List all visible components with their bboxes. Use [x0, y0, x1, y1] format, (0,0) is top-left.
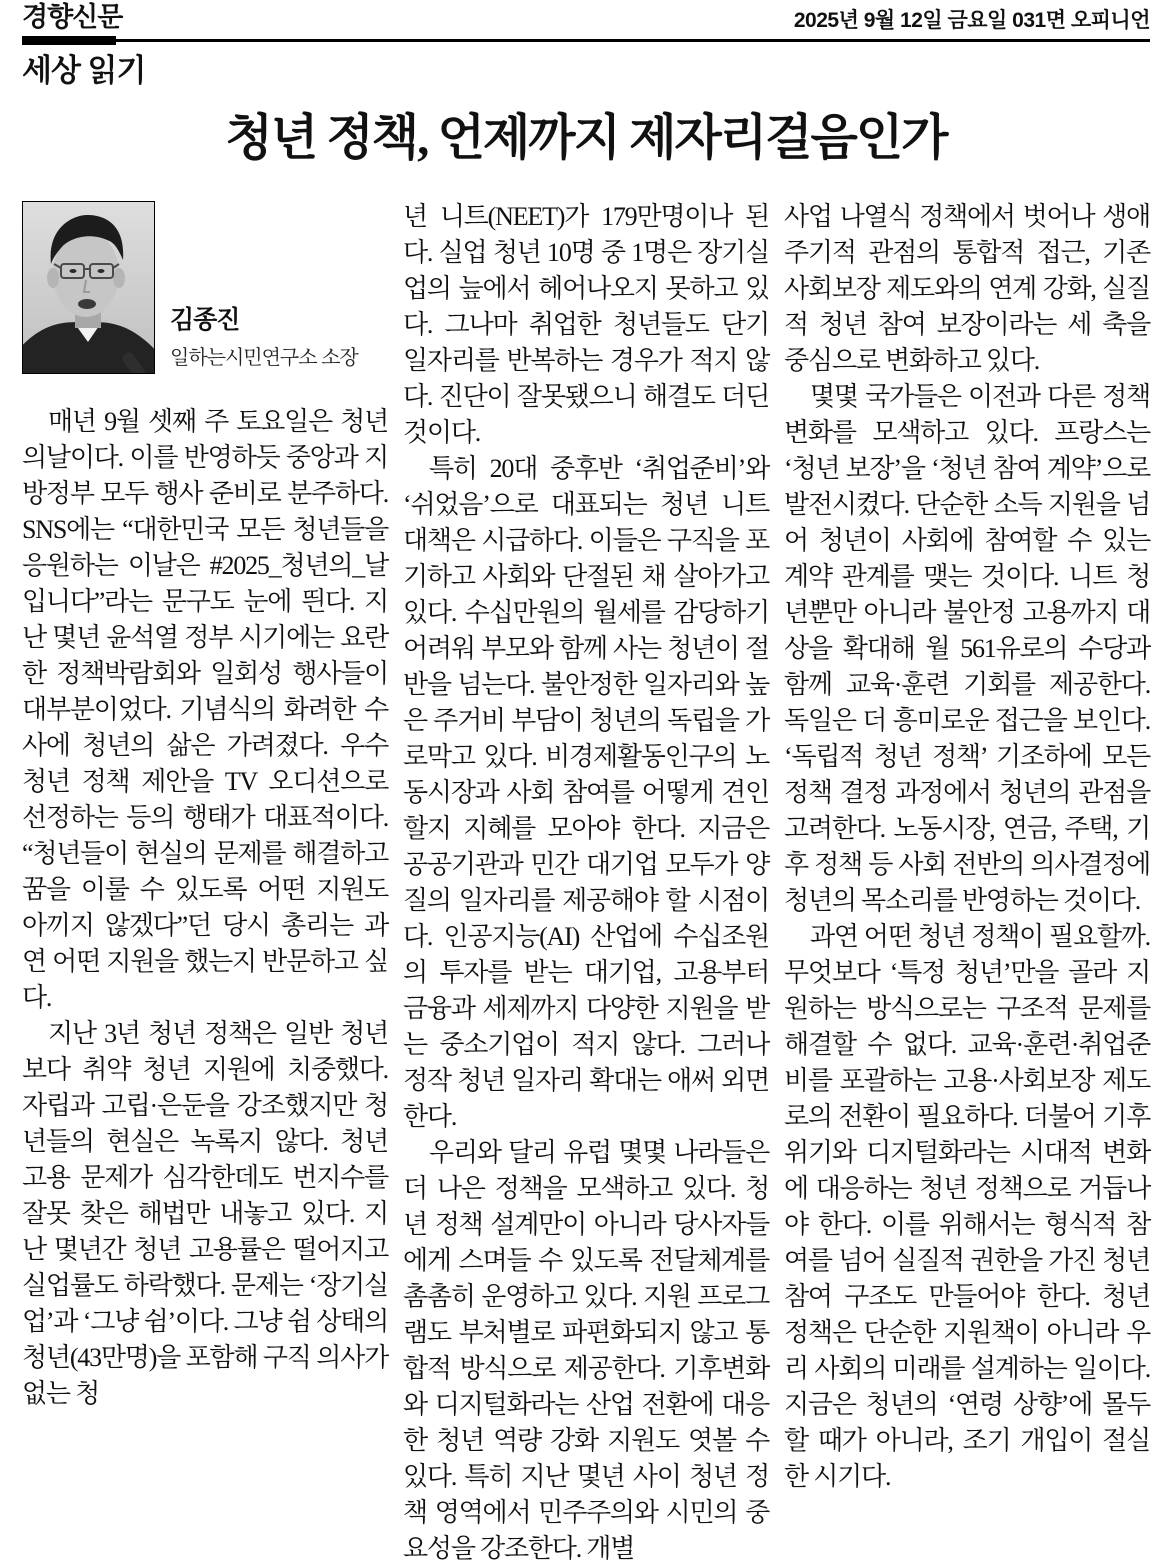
body-text-middle — [403, 199, 769, 1567]
section-label: 세상 읽기 — [22, 53, 146, 88]
paragraph: 특히 20대 중후반 ‘취업준비’와 ‘쉬었음’으로 대표되는 청년 니트 대책은 시급하다. 이들은 구직을 포기하고 사회와 단절된 채 살아가고 있다. 수십만원의 월세를 감당하기 어려워 부모와 함께 사는 청년이 절반을 넘는다. 불안정한 일자리와 높은 주거비 부담이 청년의 독립을 가로막고 있다. 비경제활동인구의 노동시장과 사회 참여를 어떻게 견인할지 지혜를 모아야 한다. 지금은 공공기관과 민간 대기업 모두가 양질의 일자리를 제공해야 할 시점이다. 인공지능(AI) 산업에 수십조원의 투자를 받는 대기업, 고용부터 금융과 세제까지 다양한 지원을 받는 중소기업이 적지 않다. 그러나 정작 청년 일자리 확대는 애써 외면한다. — [403, 454, 769, 1132]
author-photo — [22, 201, 155, 374]
paragraph: 몇몇 국가들은 이전과 다른 정책 변화를 모색하고 있다. 프랑스는 ‘청년 보장’을 ‘청년 참여 계약’으로 발전시켰다. 단순한 소득 지원을 넘어 청년이 사회에 참여할 수 있는 계약 관계를 맺는 것이다. 니트 청년뿐만 아니라 불안정 고용까지 대상을 확대해 월 561유로의 수당과 함께 교육·훈련 기회를 제공한다. 독일은 더 흥미로운 접근을 보인다. ‘독립적 청년 정책’ 기조하에 모든 정책 결정 과정에서 청년의 관점을 고려한다. 노동시장, 연금, 주택, 기후 정책 등 사회 전반의 의사결정에 청년의 목소리를 반영하는 것이다. — [784, 382, 1150, 916]
body-text-right — [784, 199, 1150, 1495]
author-affiliation: 일하는시민연구소 소장 — [170, 347, 358, 370]
paragraph: 년 니트(NEET)가 179만명이나 된다. 실업 청년 10명 중 1명은 장기실업의 늪에서 헤어나오지 못하고 있다. 그나마 취업한 청년들도 단기 일자리를 반복하는 경우가 적지 않다. 진단이 잘못됐으니 해결도 더딘 것이다. — [403, 202, 769, 448]
author-portrait-illustration — [23, 202, 154, 373]
column-right — [784, 199, 1150, 1567]
paragraph: 우리와 달리 유럽 몇몇 나라들은 더 나은 정책을 모색하고 있다. 청년 정책 설계만이 아니라 당사자들에게 스며들 수 있도록 전달체계를 촘촘히 운영하고 있다. 지원 프로그램도 부처별로 파편화되지 않고 통합적 방식으로 제공한다. 기후변화와 디지털화라는 산업 전환에 대응한 청년 역량 강화 지원도 엿볼 수 있다. 특히 지난 몇년 사이 청년 정책 영역에서 민주주의와 시민의 중요성을 강조한다. 개별 — [403, 1138, 769, 1564]
author-name: 김종진 — [170, 306, 240, 335]
page-header — [22, 0, 1150, 34]
body-text-left — [22, 404, 388, 1412]
paragraph: 사업 나열식 정책에서 벗어나 생애주기적 관점의 통합적 접근, 기존 사회보장 제도와의 연계 강화, 실질적 청년 참여 보장이라는 세 축을 중심으로 변화하고 있다. — [784, 202, 1150, 376]
author-meta — [170, 305, 358, 374]
article-columns — [22, 199, 1150, 1567]
column-left — [22, 199, 388, 1567]
edition-dateline: 2025년 9월 12일 금요일 031면 오피니언 — [793, 9, 1150, 32]
header-rule-thick — [22, 36, 116, 45]
author-byline-block — [22, 199, 388, 374]
header-rule — [22, 36, 1150, 45]
column-middle — [403, 199, 769, 1567]
paragraph: 과연 어떤 청년 정책이 필요할까. 무엇보다 ‘특정 청년’만을 골라 지원하는 방식으로는 구조적 문제를 해결할 수 없다. 교육·훈련·취업준비를 포괄하는 고용·사회보장 제도로의 전환이 필요하다. 더불어 기후위기와 디지털화라는 시대적 변화에 대응하는 청년 정책으로 거듭나야 한다. 이를 위해서는 형식적 참여를 넘어 실질적 권한을 가진 청년 참여 구조도 만들어야 한다. 청년 정책은 단순한 지원책이 아니라 우리 사회의 미래를 설계하는 일이다. 지금은 청년의 ‘연령 상향’에 몰두할 때가 아니라, 조기 개입이 절실한 시기다. — [784, 922, 1150, 1492]
paragraph: 지난 3년 청년 정책은 일반 청년보다 취약 청년 지원에 치중했다. 자립과 고립·은둔을 강조했지만 청년들의 현실은 녹록지 않다. 청년 고용 문제가 심각한데도 번지수를 잘못 찾은 해법만 내놓고 있다. 지난 몇년간 청년 고용률은 떨어지고 실업률도 하락했다. 문제는 ‘장기실업’과 ‘그냥 쉼’이다. 그냥 쉼 상태의 청년(43만명)을 포함해 구직 의사가 없는 청 — [22, 1019, 388, 1409]
paragraph: 매년 9월 셋째 주 토요일은 청년의날이다. 이를 반영하듯 중앙과 지방정부 모두 행사 준비로 분주하다. SNS에는 “대한민국 모든 청년들을 응원하는 이날은 #2025_청년의_날입니다”라는 문구도 눈에 띈다. 지난 몇년 윤석열 정부 시기에는 요란한 정책박람회와 일회성 행사들이 대부분이었다. 기념식의 화려한 수사에 청년의 삶은 가려졌다. 우수 청년 정책 제안을 TV 오디션으로 선정하는 등의 행태가 대표적이다. “청년들이 현실의 문제를 해결하고 꿈을 이룰 수 있도록 어떤 지원도 아끼지 않겠다”던 당시 총리는 과연 어떤 지원을 했는지 반문하고 싶다. — [22, 407, 388, 1013]
header-rule-thin — [22, 39, 1150, 42]
newspaper-masthead: 경향신문 — [22, 2, 123, 32]
article-headline: 청년 정책, 언제까지 제자리걸음인가 — [225, 110, 947, 166]
